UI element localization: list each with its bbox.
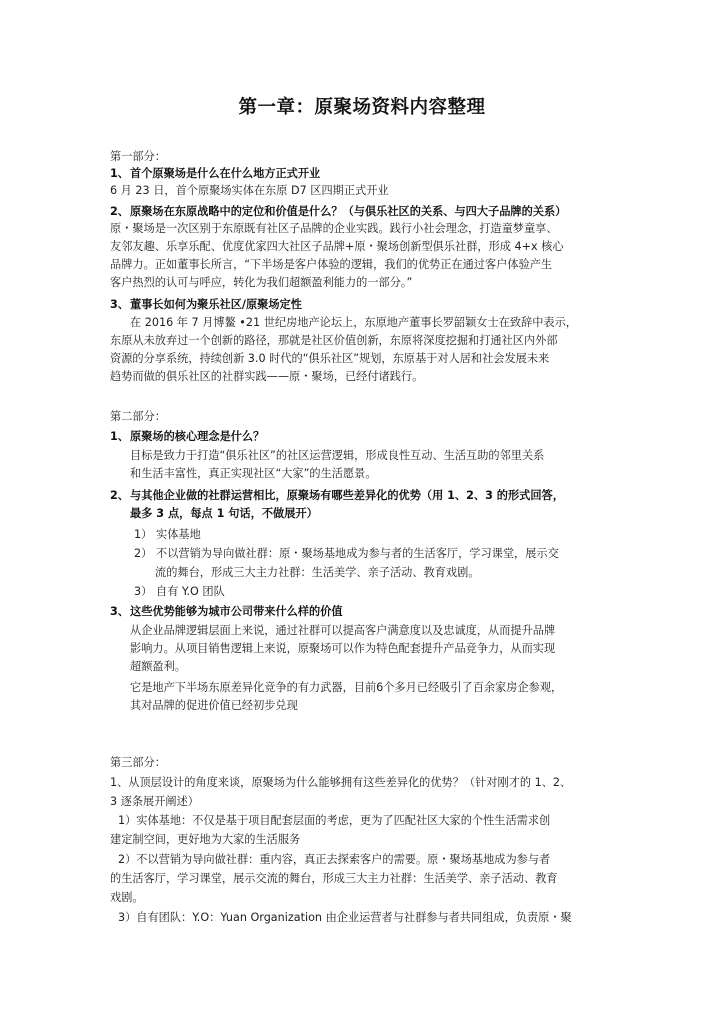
part2-a3-line1: 从企业品牌逻辑层面上来说，通过社群可以提高客户满意度以及忠诚度，从而提升品牌 [130, 624, 556, 637]
page-title: 第一章：原聚场资料内容整理 [238, 97, 486, 118]
part1-q3 [110, 298, 302, 312]
item-text: 实体基地 [156, 528, 201, 541]
question-text: 这些优势能够为城市公司带来什么样的价值 [130, 605, 343, 618]
question-text: 与其他企业做的社群运营相比，原聚场有哪些差异化的优势（用 1、2、3 的形式回答， [130, 489, 564, 502]
part3-a2-line3: 戏剧。 [110, 891, 144, 904]
part1-q1 [110, 167, 320, 181]
part2-a1-line1: 目标是致力于打造“俱乐社区”的社区运营逻辑，形成良性互动、生活互助的邻里关系 [130, 449, 545, 462]
part2-item-3 [134, 585, 225, 599]
part1-label: 第一部分： [110, 150, 166, 163]
part3-q1-line2: 3 逐条展开阐述） [110, 795, 199, 808]
part2-label: 第二部分： [110, 410, 166, 423]
part2-a1-line2: 和生活丰富性，真正实现社区“大家”的生活愿景。 [130, 467, 377, 480]
part1-a1: 6 月 23 日，首个原聚场实体在东原 D7 区四期正式开业 [110, 184, 389, 197]
part3-a2-line1: 2）不以营销为导向做社群：重内容，真正去探索客户的需要。原・聚场基地成为参与者 [118, 853, 551, 866]
part3-a3-line1: 3）自有团队：Y.O：Yuan Organization 由企业运营者与社群参与者共同组成，负责原・聚 [118, 911, 572, 924]
question-text: 首个原聚场是什么在什么地方正式开业 [130, 167, 321, 180]
part1-a3-line3: 资源的分享系统，持续创新 3.0 时代的“俱乐社区”规划，东原基于对人居和社会发展未来 [110, 352, 550, 365]
part1-a2-line4: 客户热烈的认可与呼应，转化为我们超额盈利能力的一部分。” [110, 276, 413, 289]
part1-a2-line3: 品牌力。正如董事长所言，“下半场是客户体验的逻辑，我们的优势正在通过客户体验产生 [110, 258, 553, 271]
part2-a3-line2: 影响力。从项目销售逻辑上来说，原聚场可以作为特色配套提升产品竞争力，从而实现 [130, 642, 556, 655]
part2-item-2 [134, 547, 559, 561]
question-text: 董事长如何为聚乐社区/原聚场定性 [130, 298, 302, 311]
part2-a3-line5: 其对品牌的促进价值已经初步兑现 [130, 699, 298, 712]
item-text: 自有 Y.O 团队 [156, 585, 225, 598]
question-text: 原聚场在东原战略中的定位和价值是什么？（与俱乐社区的关系、与四大子品牌的关系） [130, 205, 567, 218]
part1-a2-line2: 友邻友趣、乐享乐配、优度优家四大社区子品牌+原・聚场创新型俱乐社群，形成 4+x 核心 [110, 240, 564, 253]
part3-a1-line1: 1）实体基地：不仅是基于项目配套层面的考虑，更为了匹配社区大家的个性生活需求创 [118, 814, 551, 827]
item-number: 2） [134, 547, 153, 560]
part1-a2-line1: 原・聚场是一次区别于东原既有社区子品牌的企业实践。践行小社会理念，打造童梦童享、 [110, 222, 558, 235]
part1-a3-line1: 在 2016 年 7 月博鳌 •21 世纪房地产论坛上，东原地产董事长罗韶颖女士在致辞中表示， [130, 316, 577, 329]
part2-q1 [110, 430, 264, 444]
item-text: 不以营销为导向做社群：原・聚场基地成为参与者的生活客厅，学习课堂，展示交 [156, 547, 559, 560]
item-number: 3） [134, 585, 153, 598]
q-number: 1、 [110, 430, 129, 443]
part2-item-2-cont: 流的舞台，形成三大主力社群：生活美学、亲子活动、教育戏剧。 [155, 566, 480, 579]
q-number: 3、 [110, 298, 129, 311]
item-number: 1） [134, 528, 153, 541]
part2-q3 [110, 605, 343, 619]
q-number: 2、 [110, 489, 129, 502]
q-number: 3、 [110, 605, 129, 618]
part2-q2 [110, 489, 564, 503]
part3-a2-line2: 的生活客厅，学习课堂，展示交流的舞台，形成三大主力社群：生活美学、亲子活动、教育 [110, 872, 558, 885]
part2-a3-line3: 超额盈利。 [130, 660, 186, 673]
q-number: 2、 [110, 205, 129, 218]
part3-q1-line1: 1、从顶层设计的角度来谈，原聚场为什么能够拥有这些差异化的优势？（针对刚才的 1、2、 [110, 776, 572, 789]
question-text: 原聚场的核心理念是什么？ [130, 430, 265, 443]
part1-a3-line2: 东原从未放弃过一个创新的路径，那就是社区价值创新，东原将深度挖掘和打通社区内外部 [110, 334, 558, 347]
part1-q2 [110, 205, 566, 219]
part1-a3-line4: 趋势而做的俱乐社区的社群实践——原・聚场，已经付诸践行。 [110, 370, 424, 383]
part3-label: 第三部分： [110, 756, 166, 769]
part2-q2-cont: 最多 3 点，每点 1 句话，不做展开） [130, 507, 318, 520]
q-number: 1、 [110, 167, 129, 180]
part2-a3-line4: 它是地产下半场东原差异化竞争的有力武器，目前6个多月已经吸引了百余家房企参观， [130, 681, 563, 694]
part2-item-1 [134, 528, 201, 542]
part3-a1-line2: 建定制空间，更好地为大家的生活服务 [110, 833, 301, 846]
